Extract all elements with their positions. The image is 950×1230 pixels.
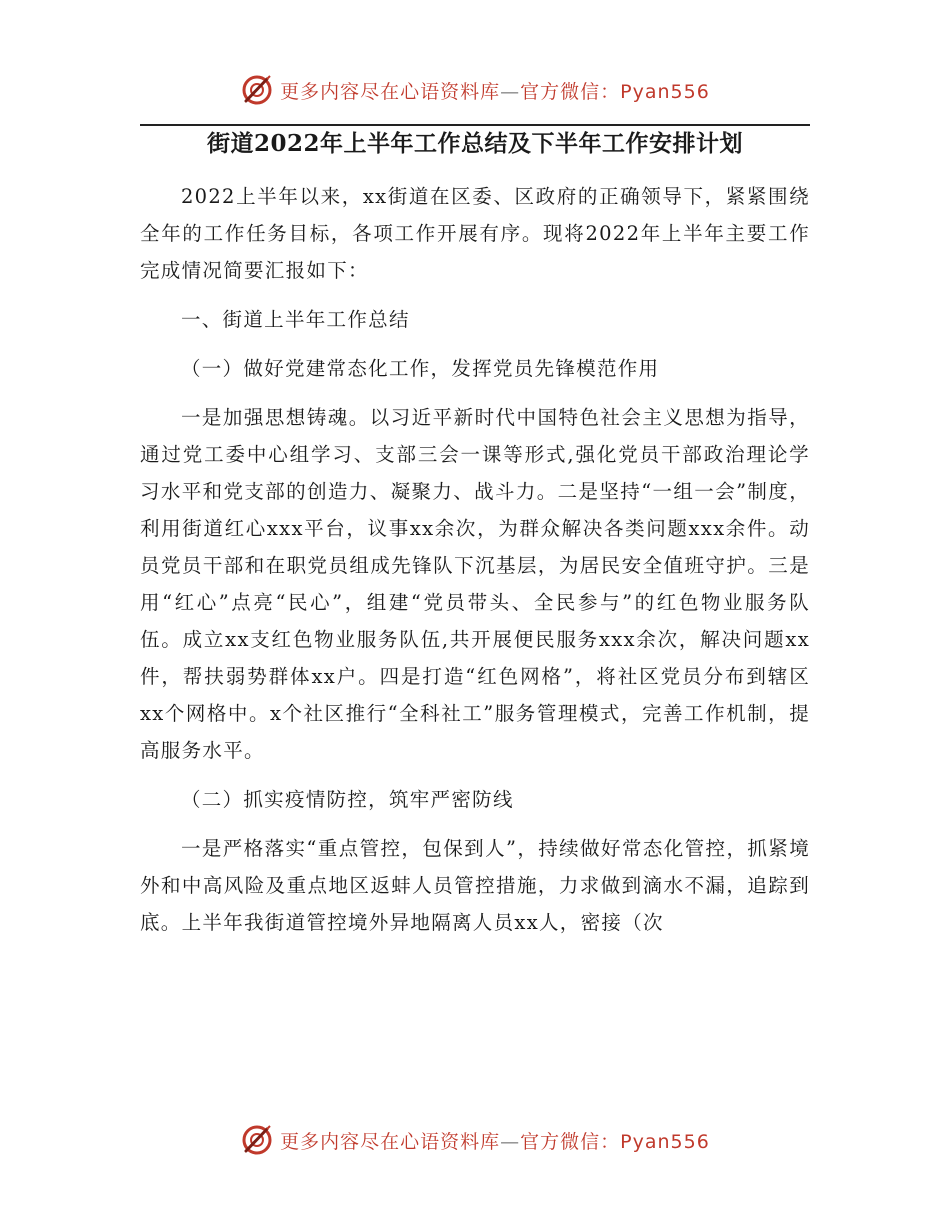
brand-logo-icon	[240, 1123, 274, 1157]
document-body	[140, 178, 810, 941]
paragraph-epidemic-control: 一是严格落实“重点管控，包保到人”，持续做好常态化管控，抓紧境外和中高风险及重点地区返蚌人员管控措施，力求做到滴水不漏，追踪到底。上半年我街道管控境外异地隔离人员xx人，密接（次	[140, 837, 810, 934]
brand-account-text: 官方微信：Pyan556	[520, 1130, 710, 1153]
header-watermark	[0, 68, 950, 112]
footer-watermark	[0, 1118, 950, 1162]
document-title: 街道2022年上半年工作总结及下半年工作安排计划	[206, 130, 743, 157]
brand-main-text: 更多内容尽在心语资料库	[280, 1130, 501, 1153]
brand-logo-icon	[240, 73, 274, 107]
title-rule	[140, 124, 810, 126]
paragraph-intro: 2022上半年以来，xx街道在区委、区政府的正确领导下，紧紧围绕全年的工作任务目标，各项工作开展有序。现将2022年上半年主要工作完成情况简要汇报如下：	[140, 185, 810, 282]
subsection-heading-1: （一）做好党建常态化工作，发挥党员先锋模范作用	[180, 357, 660, 380]
brand-separator: —	[500, 1130, 521, 1153]
brand-main-text: 更多内容尽在心语资料库	[280, 80, 501, 103]
subsection-heading-2: （二）抓实疫情防控，筑牢严密防线	[180, 788, 514, 811]
brand-text	[280, 77, 710, 104]
brand-account-text: 官方微信：Pyan556	[520, 80, 710, 103]
brand-separator: —	[500, 80, 521, 103]
paragraph-party-building: 一是加强思想铸魂。以习近平新时代中国特色社会主义思想为指导，通过党工委中心组学习、支部三会一课等形式,强化党员干部政治理论学习水平和党支部的创造力、凝聚力、战斗力。二是坚持“一组一会”制度，利用街道红心xxx平台，议事xx余次，为群众解决各类问题xxx余件。动员党员干部和在职党员组成先锋队下沉基层，为居民安全值班守护。三是用“红心”点亮“民心”，组建“党员带头、全民参与”的红色物业服务队伍。成立xx支红色物业服务队伍,共开展便民服务xxx余次，解决问题xx件，帮扶弱势群体xx户。四是打造“红色网格”，将社区党员分布到辖区xx个网格中。x个社区推行“全科社工”服务管理模式，完善工作机制，提高服务水平。	[140, 406, 810, 762]
section-heading-1: 一、街道上半年工作总结	[180, 308, 410, 331]
brand-text	[280, 1127, 710, 1154]
